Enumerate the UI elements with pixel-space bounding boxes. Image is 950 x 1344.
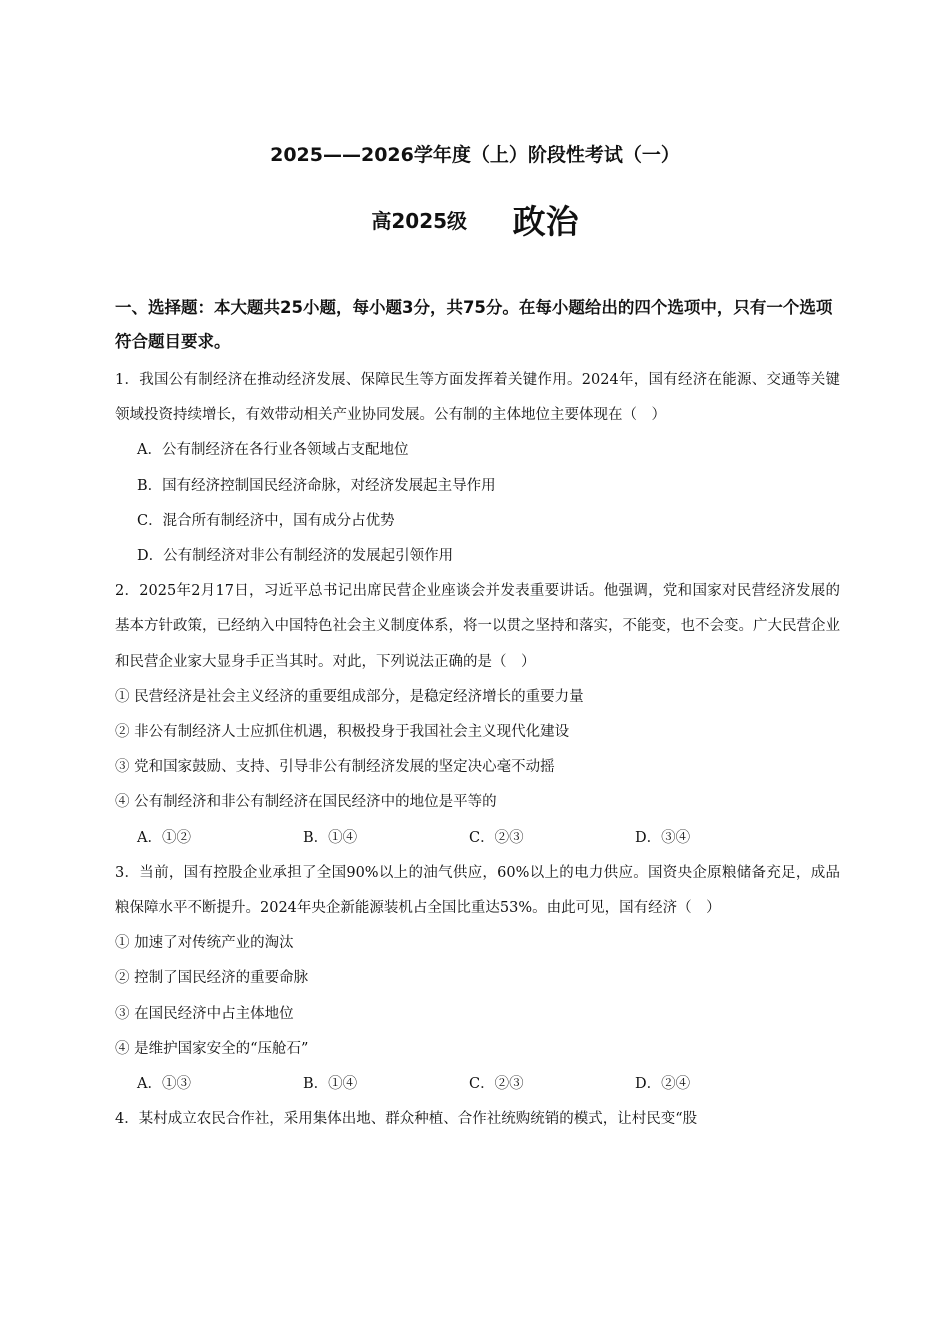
question-2-statement-4: ④ 公有制经济和非公有制经济在国民经济中的地位是平等的 — [115, 794, 497, 811]
question-2-statement-3: ③ 党和国家鼓励、支持、引导非公有制经济发展的坚定决心毫不动摇 — [115, 759, 555, 776]
question-3-statement-4: ④ 是维护国家安全的“压舱石” — [115, 1040, 309, 1057]
question-2-stem: 2．2025年2月17日，习近平总书记出席民营企业座谈会并发表重要讲话。他强调，党和国家对民营经济发展的基本方针政策，已经纳入中国特色社会主义制度体系，将一以贯之坚持和落实，不能变，也不会变。广大民营企业和民营企业家大显身手正当其时。对此，下列说法正确的是（ ） — [115, 583, 840, 670]
question-2-option-c: C．②③ — [469, 829, 524, 846]
question-3-option-b: B．①④ — [303, 1076, 358, 1093]
question-3-option-d: D．②④ — [635, 1076, 691, 1093]
section-heading: 一、选择题：本大题共25小题，每小题3分，共75分。在每小题给出的四个选项中，只有一个选项符合题目要求。 — [115, 298, 833, 351]
question-1-option-b: B．国有经济控制国民经济命脉，对经济发展起主导作用 — [137, 477, 496, 494]
questions — [115, 363, 840, 1137]
question-2-option-b: B．①④ — [303, 829, 358, 846]
subject-label: 政治 — [512, 202, 579, 241]
question-2-option-a: A．①② — [137, 829, 191, 846]
question-3-options — [115, 1067, 840, 1102]
grade-label: 高2025级 — [371, 209, 468, 233]
question-2-options — [115, 821, 840, 856]
exam-subtitle — [0, 196, 950, 243]
question-2-statement-2: ② 非公有制经济人士应抓住机遇，积极投身于我国社会主义现代化建设 — [115, 724, 570, 741]
question-3-stem: 3．当前，国有控股企业承担了全国90%以上的油气供应，60%以上的电力供应。国资央企原粮储备充足，成品粮保障水平不断提升。2024年央企新能源装机占全国比重达53%。由此可见，国有经济（ ） — [115, 864, 840, 917]
exam-title: 2025——2026学年度（上）阶段性考试（一） — [270, 144, 680, 166]
question-4-stem: 4．某村成立农民合作社，采用集体出地、群众种植、合作社统购统销的模式，让村民变“股 — [115, 1111, 698, 1128]
question-3-statement-3: ③ 在国民经济中占主体地位 — [115, 1005, 294, 1022]
question-1-option-d: D．公有制经济对非公有制经济的发展起引领作用 — [137, 548, 454, 565]
question-2-statement-1: ① 民营经济是社会主义经济的重要组成部分，是稳定经济增长的重要力量 — [115, 688, 584, 705]
question-1-option-a: A．公有制经济在各行业各领域占支配地位 — [137, 442, 409, 459]
question-2-option-d: D．③④ — [635, 829, 691, 846]
question-1-stem: 1．我国公有制经济在推动经济发展、保障民生等方面发挥着关键作用。2024年，国有经济在能源、交通等关键领域投资持续增长，有效带动相关产业协同发展。公有制的主体地位主要体现在（ ） — [115, 372, 840, 424]
question-3-statement-2: ② 控制了国民经济的重要命脉 — [115, 970, 309, 987]
question-3-option-a: A．①③ — [137, 1076, 191, 1093]
question-3-statement-1: ① 加速了对传统产业的淘汰 — [115, 935, 294, 952]
question-3-option-c: C．②③ — [469, 1076, 524, 1093]
question-1-option-c: C．混合所有制经济中，国有成分占优势 — [137, 512, 395, 529]
